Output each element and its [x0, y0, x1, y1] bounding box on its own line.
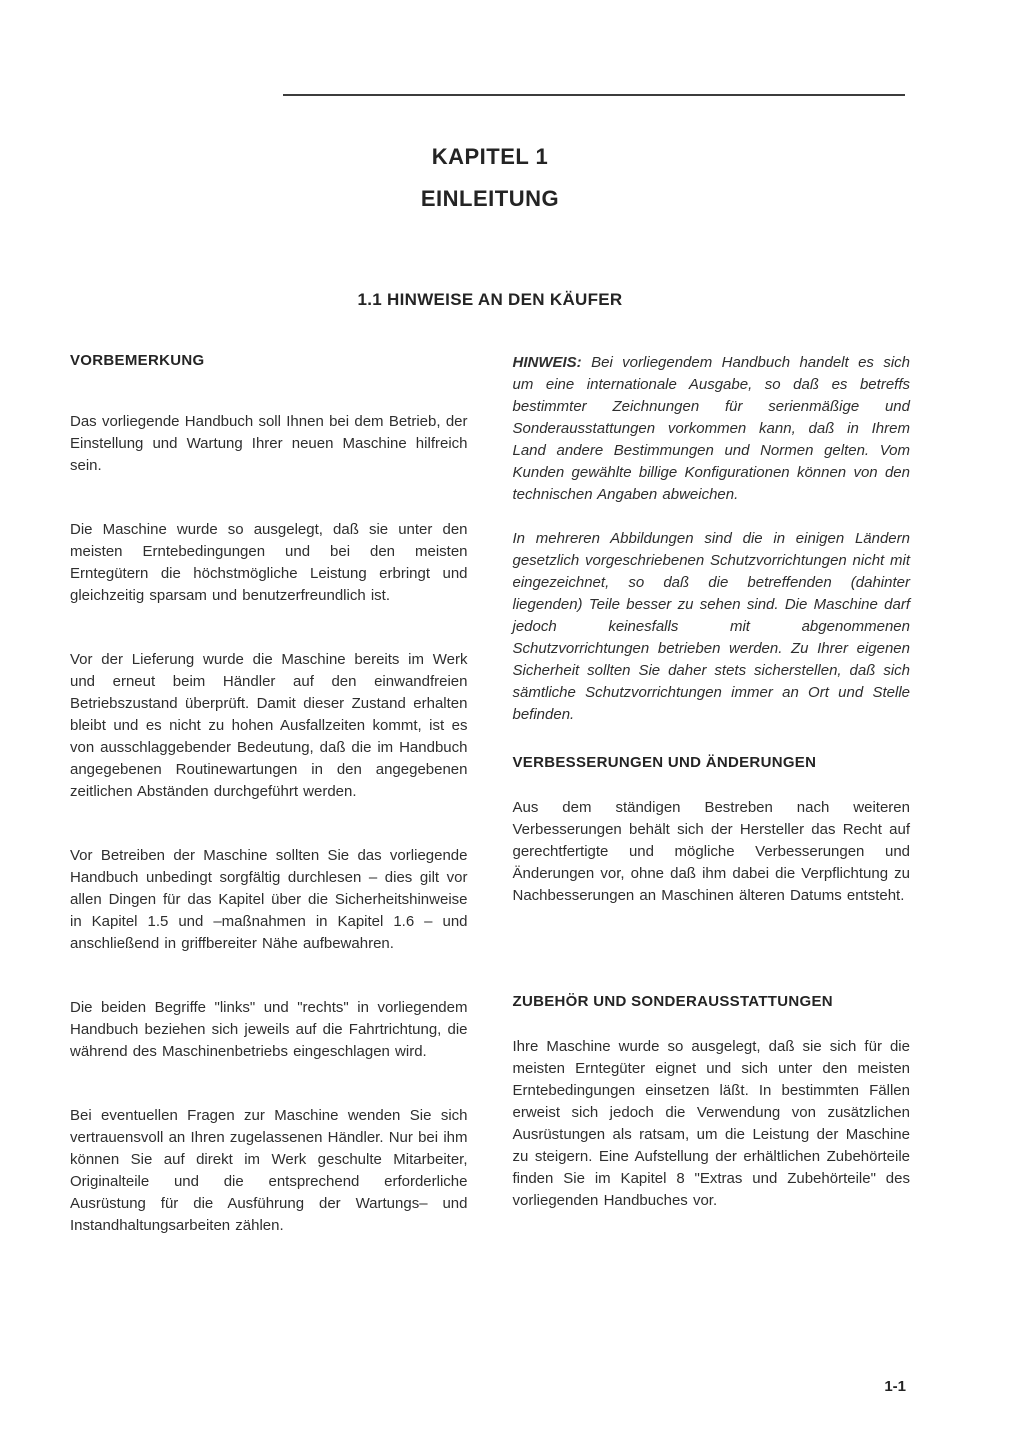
paragraph: Aus dem ständigen Bestreben nach weiteren Verbesserungen behält sich der Hersteller das Recht auf gerechtfertigte und mögliche Verbesserungen und Änderungen vor, ohne daß ihm dabei die Verpflichtung zu Nachbesserungen an Maschinen älteren Datums entsteht. — [512, 799, 910, 904]
page-number: 1-1 — [884, 1378, 906, 1395]
preface-heading: VORBEMERKUNG — [70, 352, 205, 369]
paragraph: Bei eventuellen Fragen zur Maschine wenden Sie sich vertrauensvoll an Ihren zugelassenen Händler. Nur bei ihm können Sie auf direkt im Werk geschulte Mitarbeiter, Originalteile und die entsprechend erforderliche Ausrüstung für die Ausführung der Wartungs– und Instandhaltungsarbeiten zählen. — [70, 1107, 468, 1234]
paragraph: Das vorliegende Handbuch soll Ihnen bei dem Betrieb, der Einstellung und Wartung Ihrer neuen Maschine hilfreich sein. — [70, 413, 468, 474]
paragraph: Vor der Lieferung wurde die Maschine bereits im Werk und erneut beim Händler auf den einwandfreien Betriebszustand überprüft. Damit dieser Zustand erhalten bleibt und es nicht zu hohen Ausfallzeiten kommt, ist es von ausschlaggebender Bedeutung, daß die im Handbuch angegebenen Routinewartungen in den angegebenen zeitlichen Abständen durchgeführt werden. — [70, 651, 468, 800]
paragraph: Ihre Maschine wurde so ausgelegt, daß sie sich für die meisten Erntegüter eignet und sich unter den meisten Erntebedingungen einsetzen läßt. In bestimmten Fällen erweist sich jedoch die Verwendung von zusätzlichen Ausrüstungen als ratsam, um die Leistung der Maschine zu steigern. Eine Aufstellung der erhältlichen Zubehörteile finden Sie im Kapitel 8 "Extras und Zubehörteile" des vorliegenden Handbuches vor. — [512, 1038, 910, 1209]
chapter-title-line1: KAPITEL 1 — [431, 144, 549, 169]
right-column — [513, 352, 911, 1279]
section-title: 1.1 HINWEISE AN DEN KÄUFER — [357, 290, 623, 309]
note-paragraph: In mehreren Abbildungen sind die in einigen Ländern gesetzlich vorgeschriebenen Schutzvorrichtungen nicht mit eingezeichnet, so daß die betreffenden (dahinter liegenden) Teile besser zu sehen sind. Die Maschine darf jedoch keinesfalls mit abgenommenen Schutzvorrichtungen betrieben werden. Zu Ihrer eigenen Sicherheit sollten Sie daher stets sicherstellen, daß sich sämtliche Schutzvorrichtungen immer an Ort und Stelle befinden. — [512, 530, 910, 723]
paragraph: Vor Betreiben der Maschine sollten Sie das vorliegende Handbuch unbedingt sorgfältig durchlesen – dies gilt vor allen Dingen für das Kapitel über die Sicherheitshinweise in Kapitel 1.5 und –maßnahmen in Kapitel 1.6 – und anschließend in griffbereiter Nähe aufbewahren. — [70, 847, 468, 952]
chapter-title-line2: EINLEITUNG — [420, 186, 560, 211]
paragraph: Die Maschine wurde so ausgelegt, daß sie unter den meisten Erntebedingungen und bei den meisten Erntegütern die höchstmögliche Leistung erbringt und gleichzeitig sparsam und benutzerfreundlich ist. — [70, 521, 468, 604]
left-column — [70, 352, 468, 1279]
accessories-heading: ZUBEHÖR UND SONDERAUSSTATTUNGEN — [512, 993, 833, 1010]
note-text: Bei vorliegendem Handbuch handelt es sich um eine internationale Ausgabe, so daß es betreffs bestimmter Zeichnungen für serienmäßige und Sonderausstattungen vorkommen kann, daß in Ihrem Land andere Bestimmungen und Normen gelten. Vom Kunden gewählte billige Konfigurationen können von den technischen Angaben abweichen. — [512, 354, 911, 503]
two-column-body — [70, 352, 910, 1279]
paragraph: Die beiden Begriffe "links" und "rechts" in vorliegendem Handbuch beziehen sich jeweils auf die Fahrtrichtung, die während des Maschinenbetriebs eingeschlagen wird. — [70, 999, 468, 1060]
chapter-title — [70, 136, 910, 220]
improvements-heading: VERBESSERUNGEN UND ÄNDERUNGEN — [512, 754, 817, 771]
note-label: HINWEIS: — [512, 354, 582, 371]
top-divider — [283, 94, 905, 96]
note-paragraph — [513, 352, 911, 506]
